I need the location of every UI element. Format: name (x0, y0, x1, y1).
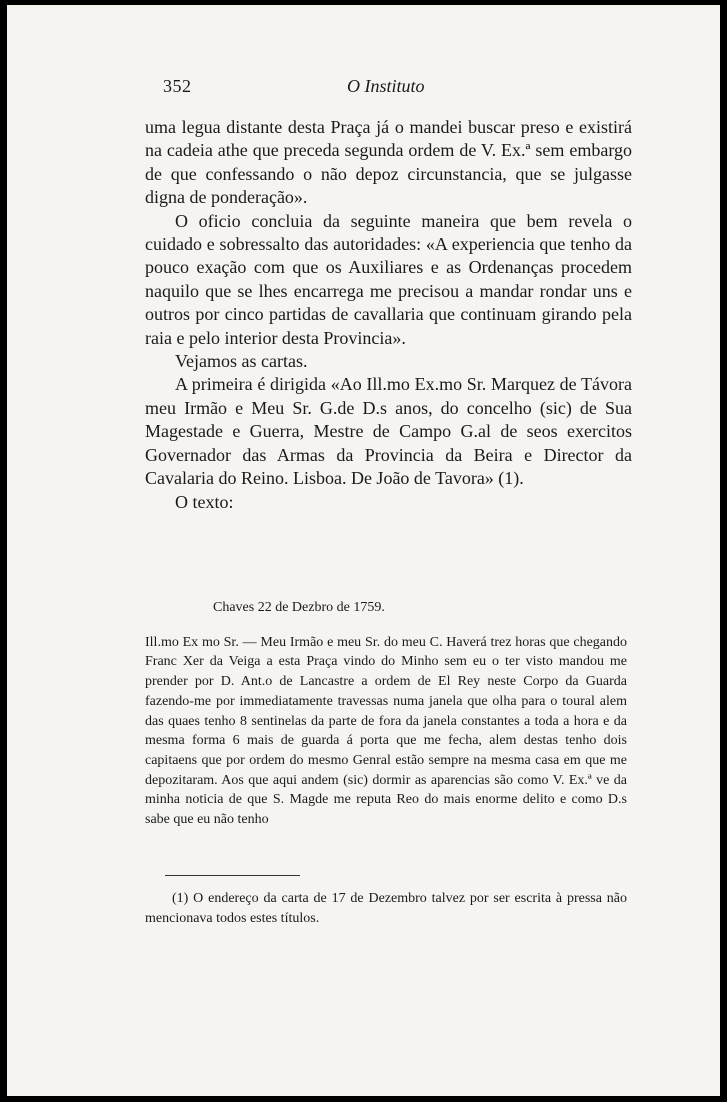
page-number: 352 (163, 76, 192, 96)
paragraph-4: A primeira é dirigida «Ao Ill.mo Ex.mo Sr. Marquez de Távora meu Irmão e Meu Sr. G.de D.s anos, do concelho (sic) de Sua Magestade e Guerra, Mestre de Campo G.al de seos exercitos Governador das Armas da Provincia da Beira e Director da Cavalaria do Reino. Lisboa. De João de Tavora» (1). (145, 374, 632, 489)
running-title: O Instituto (347, 76, 425, 96)
paragraph-3: Vejamos as cartas. (175, 351, 308, 372)
footnote-divider (165, 875, 300, 876)
page-header (159, 76, 639, 100)
letter-dateline: Chaves 22 de Dezbro de 1759. (213, 600, 385, 615)
body-text (145, 116, 632, 514)
letter-quote (145, 598, 627, 830)
letter-body: Ill.mo Ex mo Sr. — Meu Irmão e meu Sr. do meu C. Haverá trez horas que chegando Franc Xer da Veiga a esta Praça vindo do Minho sem eu o ter visto mandou me prender por D. Ant.o de Lancastre a ordem de El Rey neste Corpo da Guarda fazendo-me por immediatamente travessas numa janela que olha para o toural alem das quaes tenho 8 sentinelas da parte de fora da janela constantes a toda a hora e da mesma forma 6 mais de guarda á porta que me fecha, alem destas tenho dois capitaens que por ordem do mesmo Genral estão sempre na mesma casa em que me depozitaram. Aos que aqui andem (sic) dormir as aparencias são como V. Ex.ª ve da minha noticia de que S. Magde me reputa Reo do mais enorme delito e como D.s sabe que eu não tenho (145, 634, 627, 828)
paragraph-1: uma legua distante desta Praça já o mandei buscar preso e existirá na cadeia athe que preceda segunda ordem de V. Ex.ª sem embargo de que confessando o não depoz circunstancia, que se julgasse digna de ponderação». (145, 117, 632, 208)
paragraph-2: O oficio concluia da seguinte maneira que bem revela o cuidado e sobressalto das autoridades: «A experiencia que tenho da pouco exação com que os Auxiliares e as Ordenanças procedem naquilo que se lhes encarrega me precisou a mandar rondar uns e outros por cinco partidas de cavallaria que continuam girando pela raia e pelo interior desta Provincia». (145, 210, 632, 348)
footnote-text: (1) O endereço da carta de 17 de Dezembro talvez por ser escrita à pressa não mencionava todos estes títulos. (145, 891, 627, 926)
paragraph-5: O texto: (175, 491, 234, 512)
footnote (145, 889, 627, 928)
